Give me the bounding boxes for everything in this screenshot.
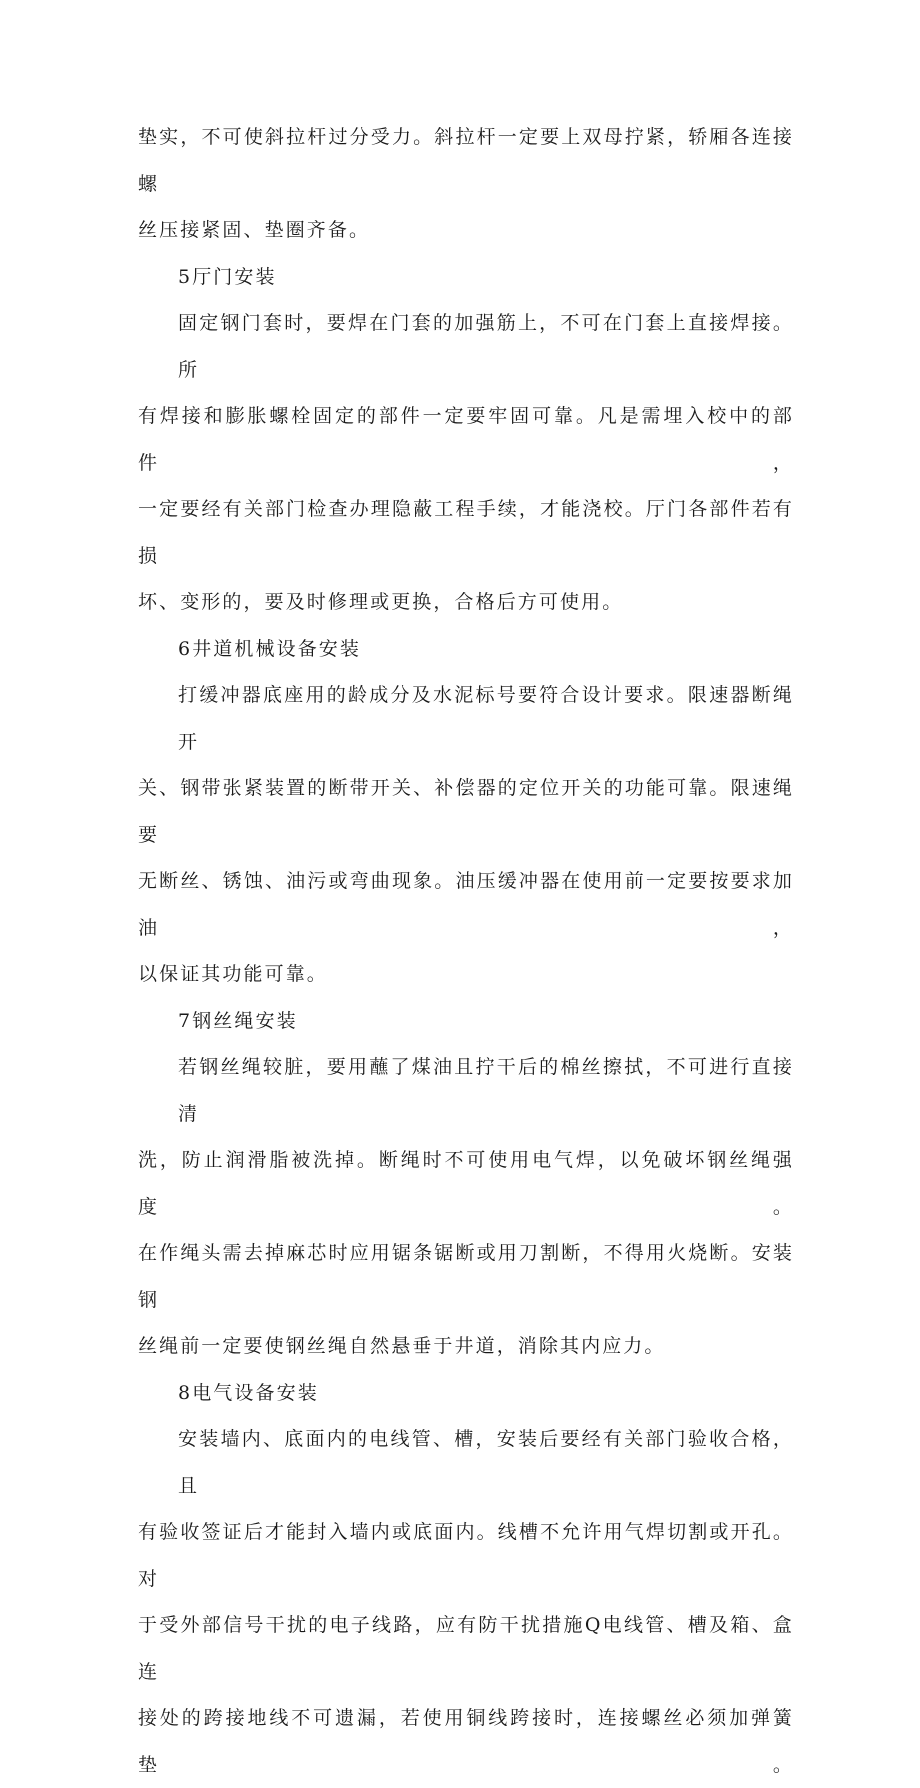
text-line: 洗，防止润滑脂被洗掉。断绳时不可使用电气焊，以免破坏钢丝绳强度。 <box>138 1149 794 1218</box>
text-line: 丝绳前一定要使钢丝绳自然悬垂于井道，消除其内应力。 <box>138 1335 666 1357</box>
text-line: 无断丝、锈蚀、油污或弯曲现象。油压缓冲器在使用前一定要按要求加油， <box>138 870 794 939</box>
text-line: 接处的跨接地线不可遗漏，若使用铜线跨接时，连接螺丝必须加弹簧垫。 <box>138 1707 794 1776</box>
document-page <box>138 114 794 1788</box>
text-line: 于受外部信号干扰的电子线路，应有防干扰措施Q电线管、槽及箱、盒连 <box>138 1614 794 1683</box>
text-line: 固定钢门套时，要焊在门套的加强筋上，不可在门套上直接焊接。所 <box>178 312 794 381</box>
text-line: 有验收签证后才能封入墙内或底面内。线槽不允许用气焊切割或开孔。对 <box>138 1521 794 1590</box>
text-line: 以保证其功能可靠。 <box>138 963 328 985</box>
text-line: 垫实，不可使斜拉杆过分受力。斜拉杆一定要上双母拧紧，轿厢各连接螺 <box>138 126 794 195</box>
text-line: 一定要经有关部门检查办理隐蔽工程手续，才能浇校。厅门各部件若有损 <box>138 498 794 567</box>
section-heading-6: 6井道机械设备安装 <box>178 637 361 660</box>
text-line: 在作绳头需去掉麻芯时应用锯条锯断或用刀割断，不得用火烧断。安装钢 <box>138 1242 794 1311</box>
paragraph-wire-rope <box>138 1044 794 1370</box>
paragraph-electrical <box>138 1416 794 1788</box>
text-line: 若钢丝绳较脏，要用蘸了煤油且拧干后的棉丝擦拭，不可进行直接清 <box>178 1056 794 1125</box>
paragraph-hall-door <box>138 300 794 626</box>
text-line: 有焊接和膨胀螺栓固定的部件一定要牢固可靠。凡是需埋入校中的部件， <box>138 405 794 474</box>
paragraph-shaft-equipment <box>138 672 794 998</box>
text-line: 安装墙内、底面内的电线管、槽，安装后要经有关部门验收合格，且 <box>178 1428 794 1497</box>
section-heading-8: 8电气设备安装 <box>178 1381 319 1404</box>
section-heading-5: 5厅门安装 <box>178 265 277 288</box>
paragraph-continuation <box>138 114 794 254</box>
text-line: 坏、变形的，要及时修理或更换，合格后方可使用。 <box>138 591 624 613</box>
section-heading-7: 7钢丝绳安装 <box>178 1009 298 1032</box>
text-line: 打缓冲器底座用的龄成分及水泥标号要符合设计要求。限速器断绳开 <box>178 684 794 753</box>
text-line: 关、钢带张紧装置的断带开关、补偿器的定位开关的功能可靠。限速绳要 <box>138 777 794 846</box>
text-line: 丝压接紧固、垫圈齐备。 <box>138 219 371 241</box>
